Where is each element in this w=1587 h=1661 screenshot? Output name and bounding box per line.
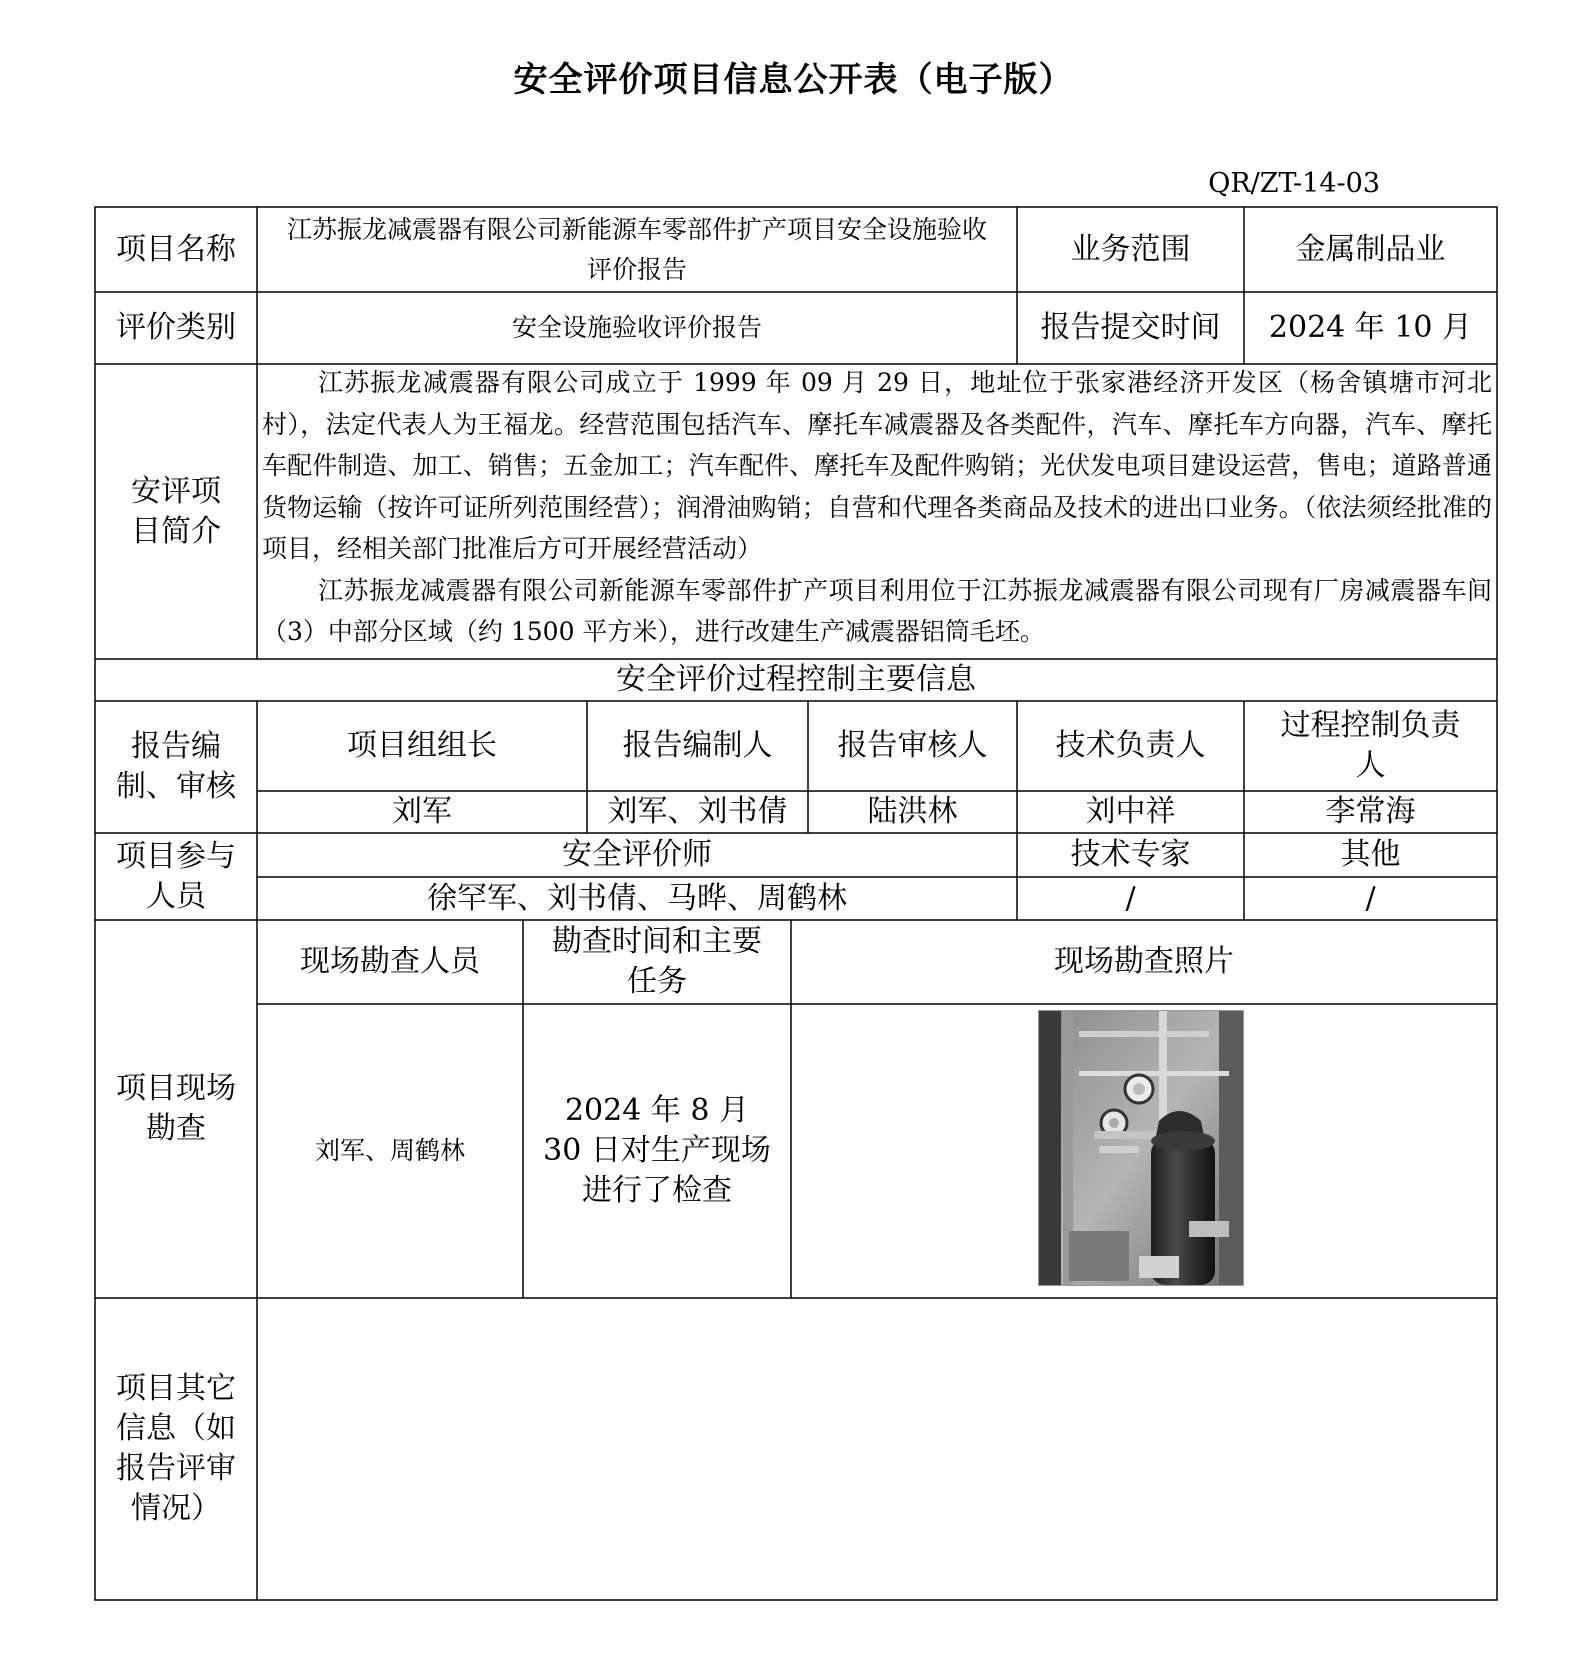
label-site-survey: 项目现场勘查 (116, 1071, 236, 1146)
label-project-name: 项目名称 (116, 231, 236, 267)
header-reviewer: 报告审核人 (837, 728, 988, 763)
label-intro: 安评项目简介 (131, 473, 221, 549)
intro-text (262, 362, 1492, 653)
header-assessor: 安全评价师 (562, 837, 712, 872)
others-value: / (1365, 880, 1376, 916)
business-scope-value: 金属制品业 (1295, 231, 1446, 267)
submit-time-value: 2024 年 10 月 (1268, 310, 1473, 345)
section-header-process: 安全评价过程控制主要信息 (616, 662, 976, 697)
process-lead-value: 李常海 (1325, 794, 1416, 829)
header-survey-staff: 现场勘查人员 (300, 944, 480, 979)
eval-category-value: 安全设施验收评价报告 (511, 313, 762, 342)
intro-paragraph-1: 江苏振龙减震器有限公司成立于 1999 年 09 月 29 日，地址位于张家港经济开发区（杨舍镇塘市河北村），法定代表人为王福龙。经营范围包括汽车、摩托车减震器及各类配件，汽车、摩托车方向器，汽车、摩托车配件制造、加工、销售；五金加工；汽车配件、摩托车及配件购销；光伏发电项目建设运营，售电；道路普通货物运输（按许可证所列范围经营）；润滑油购销；自营和代理各类商品及技术的进出口业务。（依法须经批准的项目，经相关部门批准后方可开展经营活动） (262, 368, 1492, 563)
label-eval-category: 评价类别 (116, 310, 236, 345)
project-name-value: 江苏振龙减震器有限公司新能源车零部件扩产项目安全设施验收评价报告 (286, 214, 987, 284)
label-submit-time: 报告提交时间 (1040, 310, 1221, 345)
header-survey-time-task: 勘查时间和主要任务 (552, 924, 762, 999)
tech-expert-value: / (1125, 880, 1136, 916)
assessors-value: 徐罕军、刘书倩、马晔、周鹤林 (427, 880, 847, 916)
compiler-value: 刘军、刘书倩 (607, 794, 788, 829)
site-survey-photo (1038, 1010, 1244, 1286)
label-business-scope: 业务范围 (1070, 231, 1191, 267)
header-tech-lead: 技术负责人 (1055, 728, 1206, 763)
header-tech-expert: 技术专家 (1070, 837, 1191, 872)
header-others: 其他 (1340, 837, 1401, 872)
header-process-lead: 过程控制负责人 (1280, 708, 1461, 783)
reviewer-value: 陆洪林 (867, 794, 958, 829)
header-compiler: 报告编制人 (622, 728, 773, 763)
label-other-info: 项目其它信息（如报告评审情况） (116, 1371, 236, 1526)
header-survey-photo: 现场勘查照片 (1054, 944, 1234, 979)
tech-lead-value: 刘中祥 (1085, 794, 1176, 829)
header-team-leader: 项目组组长 (347, 728, 497, 763)
label-participants: 项目参与人员 (116, 838, 236, 914)
team-leader-value: 刘军 (392, 794, 452, 829)
survey-staff-value: 刘军、周鹤林 (314, 1136, 465, 1165)
form-code: QR/ZT-14-03 (1208, 168, 1380, 199)
intro-paragraph-2: 江苏振龙减震器有限公司新能源车零部件扩产项目利用位于江苏振龙减震器有限公司现有厂房减震器车间（3）中部分区域（约 1500 平方米），进行改建生产减震器铝筒毛坯。 (262, 575, 1492, 646)
other-info-value (257, 1298, 1497, 1600)
survey-time-task-value: 2024 年 8 月 30 日对生产现场进行了检查 (543, 1093, 771, 1208)
document-title: 安全评价项目信息公开表（电子版） (513, 60, 1074, 100)
label-report-compile: 报告编制、审核 (116, 729, 236, 804)
